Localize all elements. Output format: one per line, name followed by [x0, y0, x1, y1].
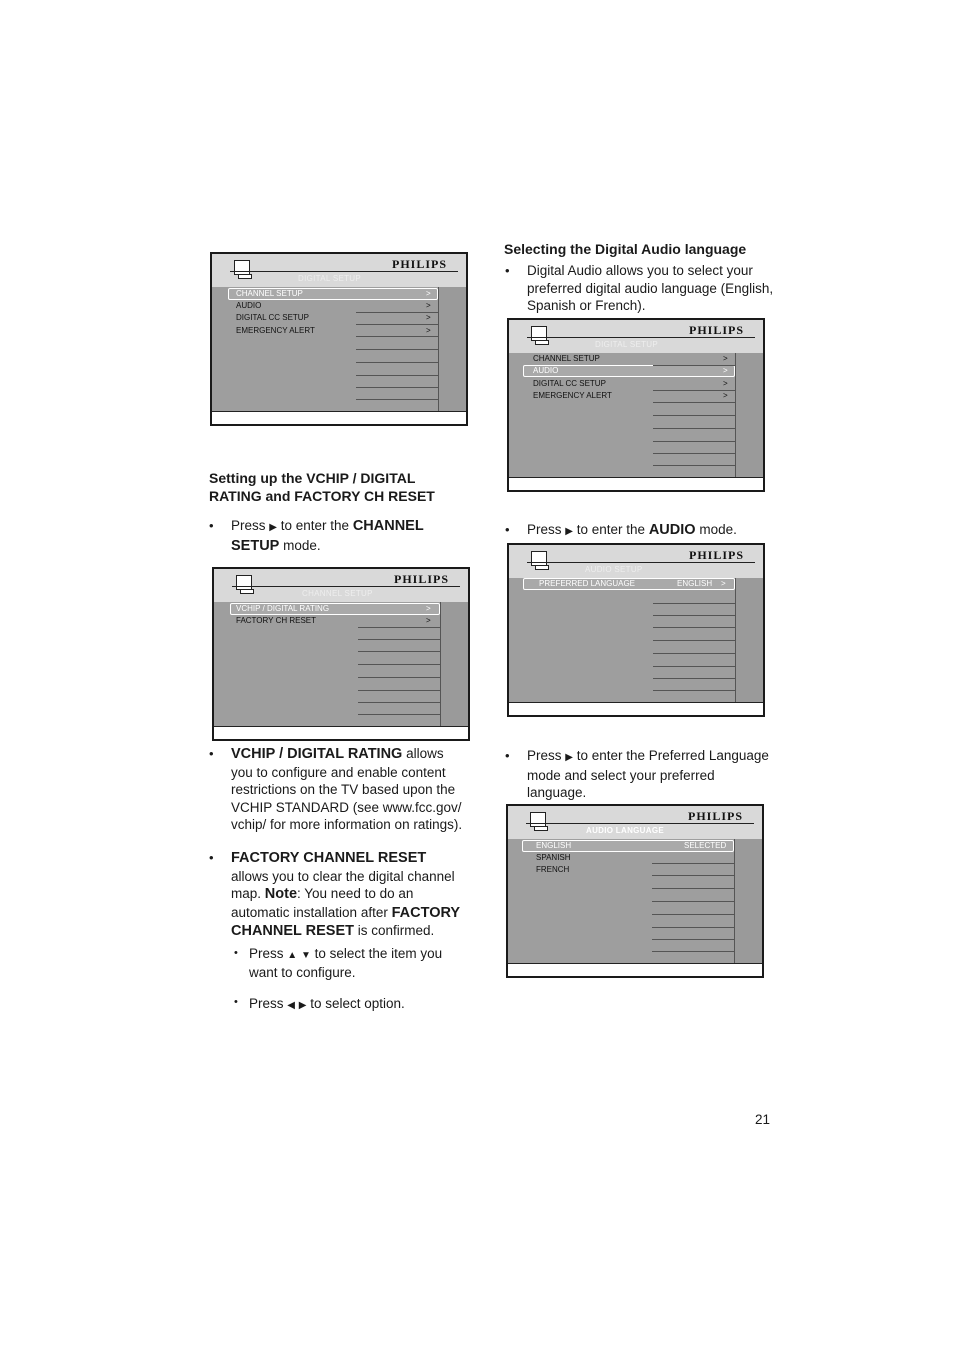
row-rule	[356, 387, 438, 388]
keyword-channel-reset: CHANNEL RESET	[231, 923, 354, 940]
menu-item-french[interactable]: FRENCH	[536, 865, 570, 874]
row-rule	[358, 664, 440, 665]
text: Spanish or French).	[527, 298, 646, 314]
bullet: •	[209, 850, 214, 865]
preferred-language-value: ENGLISH	[677, 579, 713, 588]
row-rule	[653, 640, 735, 641]
philips-logo: PHILIPS	[689, 548, 745, 562]
row-rule	[356, 375, 438, 376]
text: Press	[231, 518, 266, 533]
section-heading-audio-language: Selecting the Digital Audio language	[504, 241, 747, 257]
row-rule	[652, 875, 734, 876]
text: to enter the Preferred Language	[576, 748, 769, 763]
audio-language-screen	[506, 804, 764, 978]
menu-item-vchip-digital-rating[interactable]: VCHIP / DIGITAL RATING	[236, 604, 330, 613]
right-arrow-icon: ▶	[298, 1000, 307, 1011]
text: map.	[231, 886, 262, 902]
text: preferred digital audio language (English,	[527, 280, 774, 296]
channel-setup-screen	[212, 567, 470, 741]
row-rule	[358, 639, 440, 640]
keyword-factory-channel-reset: FACTORY CHANNEL RESET	[231, 850, 427, 866]
chevron-right-icon: >	[426, 301, 431, 310]
text: Press	[527, 522, 562, 537]
text: language.	[527, 785, 587, 801]
row-rule	[653, 678, 735, 679]
text: : You need to do an	[297, 886, 414, 902]
header-rule	[232, 586, 460, 587]
tv-icon	[236, 575, 252, 590]
press-audio-instruction	[527, 521, 777, 541]
text: restrictions on the TV based upon the	[231, 782, 456, 798]
screen-title: AUDIO SETUP	[585, 565, 643, 574]
chevron-right-icon: >	[426, 616, 431, 625]
philips-logo: PHILIPS	[392, 257, 448, 271]
menu-item-channel-setup[interactable]: CHANNEL SETUP	[236, 289, 303, 298]
row-rule	[358, 690, 440, 691]
page-number: 21	[755, 1112, 771, 1127]
row-rule	[653, 653, 735, 654]
row-rule	[652, 901, 734, 902]
chevron-right-icon: >	[426, 289, 431, 298]
menu-item-emergency-alert[interactable]: EMERGENCY ALERT	[533, 391, 612, 400]
screen-title: AUDIO LANGUAGE	[586, 826, 664, 835]
right-arrow-icon: ▶	[565, 752, 573, 763]
row-rule	[652, 951, 734, 952]
menu-item-audio[interactable]: AUDIO	[533, 366, 559, 375]
bullet: •	[505, 522, 510, 537]
text: is confirmed.	[357, 923, 435, 939]
bullet: •	[234, 996, 238, 1008]
philips-logo: PHILIPS	[394, 572, 450, 586]
heading-line-1: Setting up the VCHIP / DIGITAL	[209, 470, 416, 486]
row-rule	[653, 615, 735, 616]
row-rule	[653, 690, 735, 691]
keyword-audio: AUDIO	[648, 522, 696, 538]
keyword-setup: SETUP	[231, 537, 280, 554]
selected-badge: SELECTED	[684, 841, 727, 850]
digital-setup-screen-1	[210, 252, 468, 426]
screen-title: DIGITAL SETUP	[595, 340, 659, 349]
row-rule	[653, 402, 735, 403]
screen-footer	[508, 963, 762, 976]
tv-icon	[530, 812, 546, 827]
menu-item-preferred-language[interactable]: PREFERRED LANGUAGE	[539, 579, 636, 588]
text: to enter the	[576, 522, 646, 537]
menu-item-spanish[interactable]: SPANISH	[536, 853, 571, 862]
menu-item-factory-ch-reset[interactable]: FACTORY CH RESET	[236, 616, 317, 625]
keyword-channel: CHANNEL	[352, 518, 424, 534]
panel-divider	[440, 602, 441, 728]
row-rule	[356, 399, 438, 400]
menu-item-audio[interactable]: AUDIO	[236, 301, 262, 310]
row-rule	[653, 441, 735, 442]
menu-item-digital-cc-setup[interactable]: DIGITAL CC SETUP	[533, 379, 606, 388]
right-arrow-icon: ▶	[565, 526, 573, 537]
text: mode.	[283, 537, 321, 553]
left-arrow-icon: ◀	[287, 1000, 295, 1011]
row-rule	[653, 415, 735, 416]
chevron-right-icon: >	[723, 354, 728, 363]
text: Digital Audio allows you to select your	[527, 263, 753, 278]
header-rule	[527, 337, 755, 338]
panel-divider	[438, 287, 439, 413]
screen-footer	[212, 411, 466, 424]
chevron-right-icon: >	[721, 579, 726, 588]
row-rule	[653, 603, 735, 604]
screen-footer	[214, 726, 468, 739]
row-rule	[653, 465, 735, 466]
row-rule	[652, 888, 734, 889]
row-rule	[358, 627, 440, 628]
bullet: •	[234, 947, 238, 959]
text: vchip/ for more information on ratings).	[231, 817, 463, 833]
chevron-right-icon: >	[426, 604, 431, 613]
up-arrow-icon: ▲	[287, 950, 298, 961]
menu-item-emergency-alert[interactable]: EMERGENCY ALERT	[236, 326, 315, 335]
row-rule	[358, 651, 440, 652]
bullet: •	[209, 746, 214, 761]
text: to select option.	[310, 996, 405, 1011]
bullet: •	[505, 263, 510, 278]
text: mode.	[699, 522, 737, 537]
screen-footer	[509, 702, 763, 715]
menu-item-channel-setup[interactable]: CHANNEL SETUP	[533, 354, 600, 363]
text: mode and select your preferred	[527, 767, 715, 783]
row-rule	[652, 914, 734, 915]
text: want to configure.	[249, 964, 356, 980]
row-rule	[652, 939, 734, 940]
bullet: •	[209, 518, 214, 533]
screen-footer	[509, 477, 763, 490]
menu-item-digital-cc-setup[interactable]: DIGITAL CC SETUP	[236, 313, 309, 322]
keyword-factory: FACTORY	[391, 904, 461, 921]
row-rule	[358, 702, 440, 703]
chevron-right-icon: >	[723, 379, 728, 388]
row-rule	[356, 324, 438, 325]
text: allows you to clear the digital channel	[231, 868, 455, 884]
chevron-right-icon: >	[723, 391, 728, 400]
menu-panel	[509, 578, 735, 704]
row-rule	[356, 349, 438, 350]
header-rule	[527, 562, 755, 563]
text: automatic installation after	[231, 904, 388, 920]
row-rule	[653, 365, 735, 366]
vchip-description	[231, 745, 481, 834]
factory-reset-description	[231, 849, 481, 941]
section-heading-vchip	[209, 469, 469, 505]
press-up-down-instruction	[249, 946, 479, 981]
header-rule	[230, 271, 458, 272]
text: Press	[249, 996, 284, 1011]
chevron-right-icon: >	[426, 313, 431, 322]
tv-icon	[234, 260, 250, 275]
text: VCHIP STANDARD (see www.fcc.gov/	[231, 799, 462, 815]
row-rule	[356, 312, 438, 313]
row-rule	[358, 714, 440, 715]
down-arrow-icon: ▼	[300, 950, 311, 961]
digital-setup-screen-2	[507, 318, 765, 492]
right-arrow-icon: ▶	[269, 522, 277, 533]
chevron-right-icon: >	[426, 326, 431, 335]
text: to select the item you	[314, 946, 443, 961]
screen-title: DIGITAL SETUP	[298, 274, 362, 283]
row-rule	[653, 627, 735, 628]
panel-divider	[735, 578, 736, 704]
philips-logo: PHILIPS	[688, 809, 744, 823]
text: you to configure and enable content	[231, 764, 446, 780]
tv-icon	[531, 326, 547, 341]
row-rule	[653, 428, 735, 429]
header-rule	[526, 823, 754, 824]
row-rule	[356, 362, 438, 363]
audio-setup-screen	[507, 543, 765, 717]
press-left-right-instruction	[249, 995, 479, 1015]
text: Press	[249, 946, 284, 961]
heading-line-2: RATING and FACTORY CH RESET	[209, 488, 435, 504]
keyword-note: Note	[264, 886, 298, 903]
text: allows	[406, 746, 444, 761]
tv-icon	[531, 551, 547, 566]
philips-logo: PHILIPS	[689, 323, 745, 337]
bullet: •	[505, 748, 510, 763]
press-channel-setup-instruction	[231, 517, 471, 555]
text: Press	[527, 748, 562, 763]
screen-title: CHANNEL SETUP	[302, 589, 373, 598]
text: to enter the	[280, 518, 350, 533]
row-rule	[653, 453, 735, 454]
row-rule	[653, 666, 735, 667]
row-rule	[652, 863, 734, 864]
panel-divider	[735, 353, 736, 479]
row-rule	[653, 390, 735, 391]
row-rule	[356, 336, 438, 337]
chevron-right-icon: >	[723, 366, 728, 375]
panel-divider	[734, 839, 735, 965]
row-rule	[358, 677, 440, 678]
digital-audio-description	[527, 262, 777, 315]
menu-item-english[interactable]: ENGLISH	[536, 841, 572, 850]
row-rule	[652, 927, 734, 928]
keyword-vchip-digital-rating: VCHIP / DIGITAL RATING	[231, 746, 403, 762]
press-language-instruction	[527, 747, 777, 802]
